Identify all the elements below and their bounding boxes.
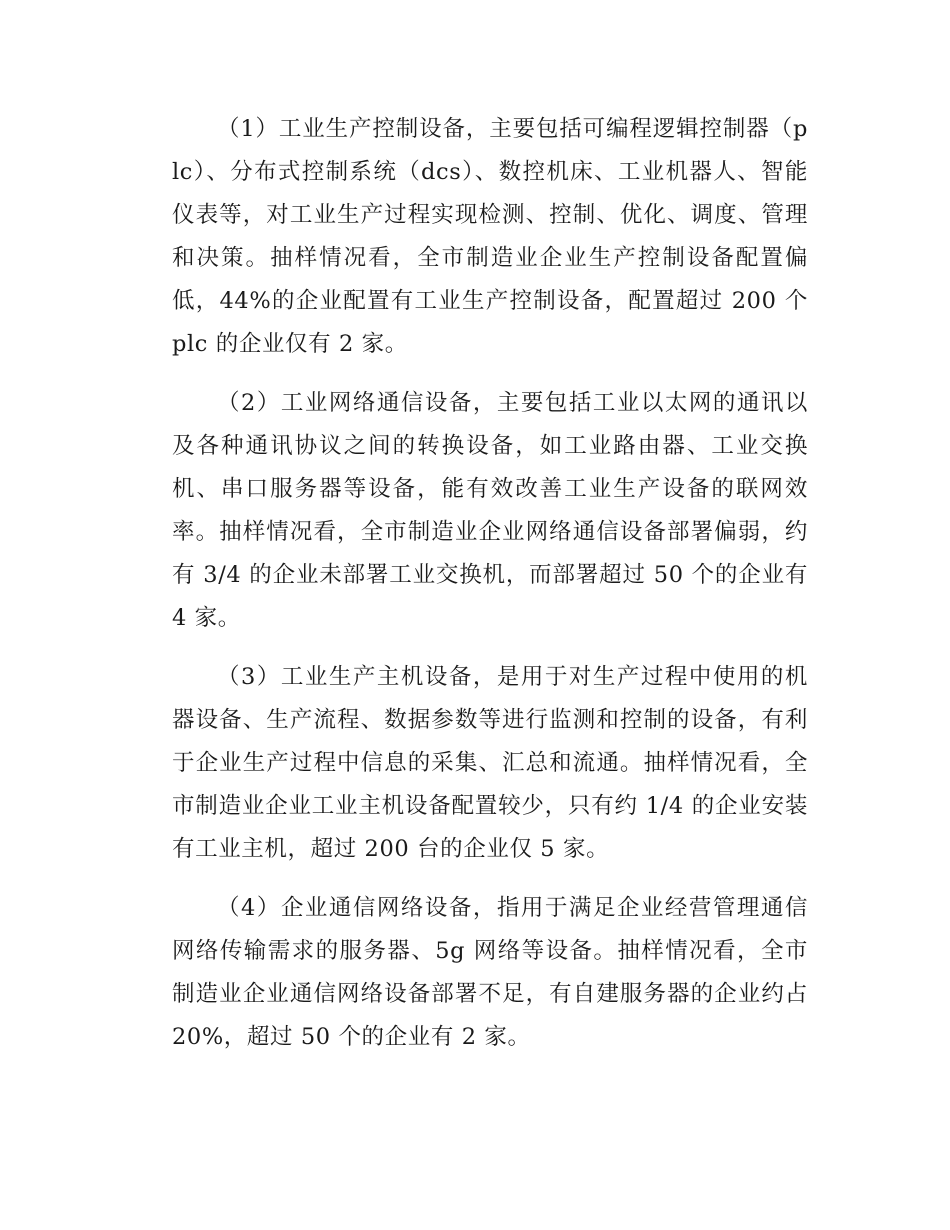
- paragraph-production-host-equipment: （3）工业生产主机设备，是用于对生产过程中使用的机器设备、生产流程、数据参数等进行监测和控制的设备，有利于企业生产过程中信息的采集、汇总和流通。抽样情况看，全市制造业企业工业主机设备配置较少，只有约 1/4 的企业安装有工业主机，超过 200 台的企业仅 5 家。: [172, 664, 808, 862]
- paragraph-network-communication-equipment: （2）工业网络通信设备，主要包括工业以太网的通讯以及各种通讯协议之间的转换设备，如工业路由器、工业交换机、串口服务器等设备，能有效改善工业生产设备的联网效率。抽样情况看，全市制造业企业网络通信设备部署偏弱，约有 3/4 的企业未部署工业交换机，而部署超过 50 个的企业有 4 家。: [172, 390, 808, 631]
- document-body: [172, 108, 808, 1075]
- paragraph-enterprise-network-equipment: （4）企业通信网络设备，指用于满足企业经营管理通信网络传输需求的服务器、5g 网络等设备。抽样情况看，全市制造业企业通信网络设备部署不足，有自建服务器的企业约占 20%，超过 50 个的企业有 2 家。: [172, 895, 808, 1050]
- paragraph-production-control-equipment: （1）工业生产控制设备，主要包括可编程逻辑控制器（plc）、分布式控制系统（dcs）、数控机床、工业机器人、智能仪表等，对工业生产过程实现检测、控制、优化、调度、管理和决策。抽样情况看，全市制造业企业生产控制设备配置偏低，44%的企业配置有工业生产控制设备，配置超过 200 个 plc 的企业仅有 2 家。: [172, 116, 808, 357]
